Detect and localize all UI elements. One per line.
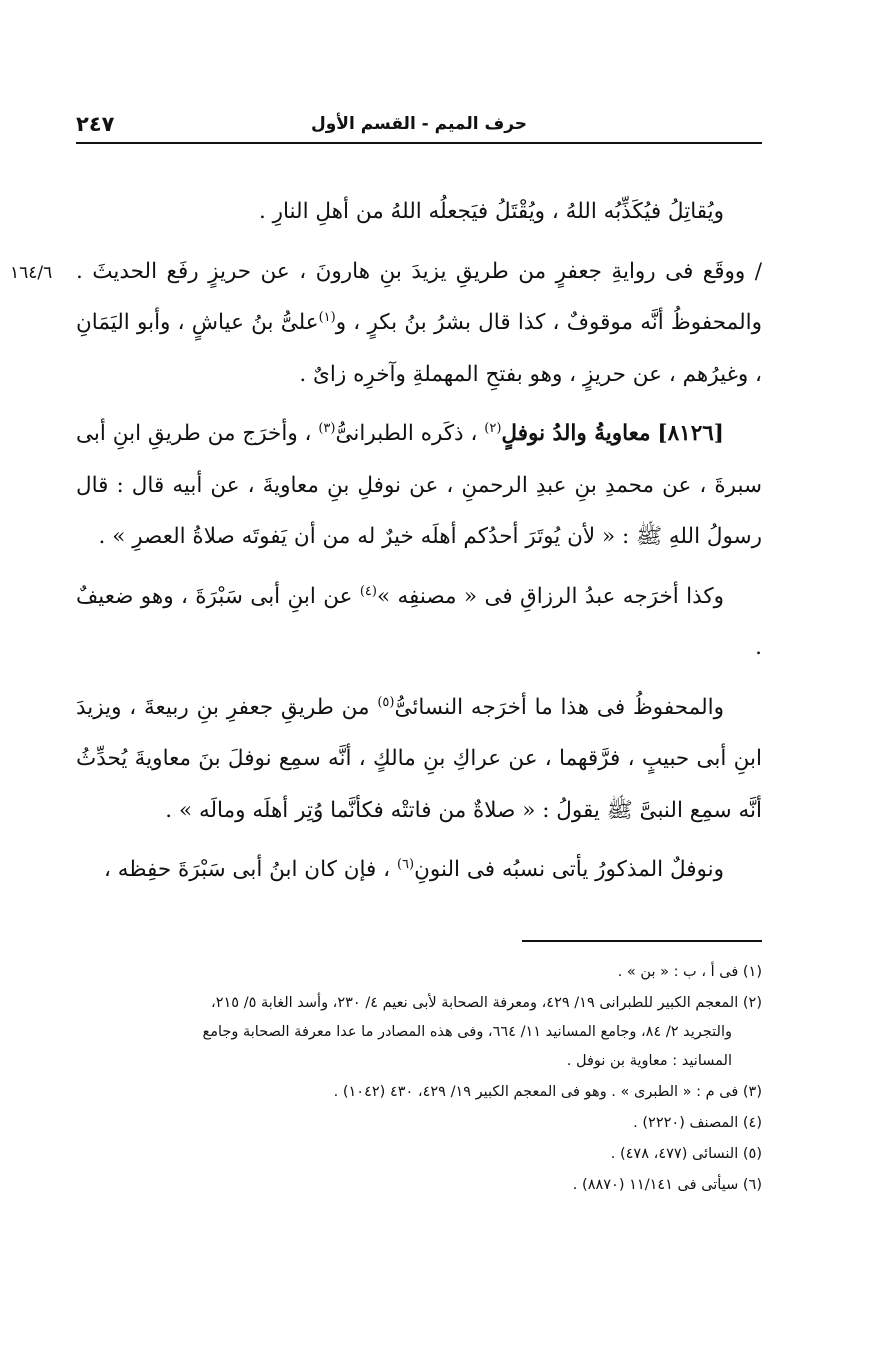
entry-number: [٨١٢٦] [657, 421, 724, 446]
footnote-2-line-3: المسانيد : معاوية بن نوفل . [566, 1053, 732, 1069]
margin-reference: ١٦٤/٦ [10, 263, 53, 283]
footnote-ref-4[interactable]: (٤) [359, 583, 377, 599]
paragraph-2 [76, 246, 762, 401]
paragraph-4-text-a: وكذا أخرَجه عبدُ الرزاقِ فى « مصنفِه » [376, 583, 725, 609]
paragraph-6-text-b: ، فإن كان ابنُ أبى سَبْرَةَ حفِظه ، [104, 857, 391, 882]
footnote-5: (٥) النسائى (٤٧٧، ٤٧٨) . [610, 1146, 762, 1162]
paragraph-5-text-b: من طريقِ جعفرِ بنِ ربيعةَ ، ويزيدَ ابنِ أبى حبيبٍ ، فرَّقهما ، عن عراكِ بنِ مالكٍ ، أنَّه سمِع نوفلَ بنَ معاويةَ يُحدِّثُ أنَّه سمِع النبىَّ ﷺ يقولُ : « صلاةٌ من فاتتْه فكأنَّما وُتِر أهلَه ومالَه » . [76, 694, 762, 823]
main-text [76, 186, 762, 904]
page-number: ٢٤٧ [76, 112, 115, 136]
footnote-ref-2[interactable]: (٢) [484, 420, 502, 436]
footnote-ref-6[interactable]: (٦) [396, 856, 415, 872]
footnote-1: (١) فى أ ، ب : « بن » . [617, 964, 762, 980]
footnote-3: (٣) فى م : « الطبرى » . وهو فى المعجم الكبير ١٩/ ٤٢٩، ٤٣٠ (١٠٤٢) . [333, 1084, 762, 1100]
paragraph-2-text-b: علىُّ بنُ عياشٍ ، وأبو اليَمَانِ ، وغيرُهم ، عن حريزٍ ، وهو بفتحِ المهملةِ وآخرِه زاىٌ . [76, 310, 762, 387]
paragraph-5 [76, 682, 762, 837]
footnote-2-line-2: والتجريد ٢/ ٨٤، وجامع المسانيد ١١/ ٦٦٤، وفى هذه المصادر ما عدا معرفة الصحابة وجامع [202, 1024, 732, 1040]
footnote-ref-3[interactable]: (٣) [318, 420, 336, 436]
entry-text-b: ، وأخرَج من طريقِ ابنِ أبى سبرةَ ، عن محمدِ بنِ عبدِ الرحمنِ ، عن نوفلِ بنِ معاويةَ ، عن أبيه قال : قال رسولُ اللهِ ﷺ : « لأن يُوتَرَ أحدُكم أهلَه خيرٌ له من أن يَفوتَه صلاةُ العصرِ » . [76, 421, 762, 549]
paragraph-1: ويُقاتِلُ فيُكَذِّبُه اللهُ ، ويُقْتَلُ فيَجعلُه اللهُ من أهلِ النارِ . [258, 199, 724, 224]
entry-text-a: ، ذكَره الطبرانىُّ [335, 421, 478, 446]
footnote-6: (٦) سيأتى فى ١١/١٤١ (٨٨٧٠) . [572, 1177, 762, 1193]
paragraph-2-text-a: / ووقَع فى روايةِ جعفرٍ من طريقِ يزيدَ بنِ هارونَ ، عن حريزٍ رفَع الحديثَ . والمحفوظُ أنَّه موقوفٌ ، كذا قال بشرُ بنُ بكرٍ ، و [76, 258, 762, 335]
paragraph-4 [76, 571, 762, 674]
footnote-2 [76, 989, 762, 1076]
paragraph-6 [76, 844, 762, 896]
running-header [76, 112, 762, 144]
paragraph-6-text-a: ونوفلٌ المذكورُ يأتى نسبُه فى النونِ [414, 857, 724, 882]
footnote-ref-5[interactable]: (٥) [377, 694, 395, 710]
footnotes [76, 958, 762, 1202]
entry-heading: معاويةُ والدُ نوفلٍ [501, 421, 651, 446]
footnote-separator [522, 940, 762, 942]
section-title: حرف الميم - القسم الأول [310, 114, 528, 134]
footnote-ref-1[interactable]: (١) [318, 309, 336, 325]
footnote-2-line-1: (٢) المعجم الكبير للطبرانى ١٩/ ٤٢٩، ومعرفة الصحابة لأبى نعيم ٤/ ٢٣٠، وأسد الغابة ٥/ ٢١٥، [211, 995, 762, 1011]
paragraph-5-text-a: والمحفوظُ فى هذا ما أخرَجه النسائىُّ [394, 694, 724, 720]
entry-8126 [76, 408, 762, 563]
footnote-4: (٤) المصنف (٢٢٢٠) . [633, 1115, 762, 1131]
paragraph-4-text-b: عن ابنِ أبى سَبْرَةَ ، وهو ضعيفٌ . [76, 583, 762, 660]
